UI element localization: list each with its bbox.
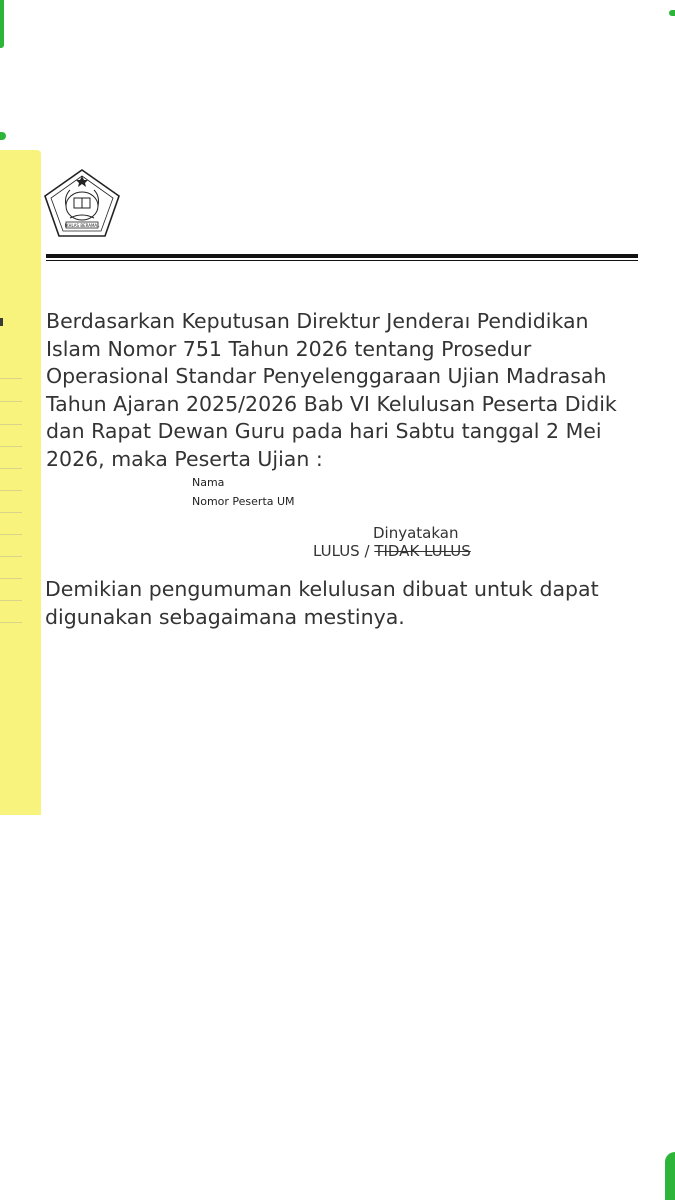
strip-line — [0, 490, 22, 491]
status-line — [313, 542, 471, 560]
yellow-side-strip — [0, 150, 41, 815]
status-pass: LULUS / — [313, 542, 370, 560]
green-corner-top-right — [669, 10, 675, 16]
strip-line — [0, 534, 22, 535]
participant-number-label: Nomor Peserta UM — [192, 495, 295, 508]
strip-line — [0, 401, 22, 402]
strip-line — [0, 512, 22, 513]
strip-line — [0, 468, 22, 469]
green-tab — [0, 132, 6, 140]
header-rule-thin — [46, 260, 638, 261]
svg-text:IKHLAS BERAMAL: IKHLAS BERAMAL — [64, 223, 100, 228]
strip-line — [0, 446, 22, 447]
closing-statement: Demikian pengumuman kelulusan dibuat untuk dapat digunakan sebagaimana mestinya. — [45, 577, 599, 629]
status-fail: TIDAK LULUS — [374, 542, 471, 560]
header-rule — [46, 254, 638, 258]
strip-line — [0, 600, 22, 601]
green-corner-bottom-right — [665, 1152, 675, 1200]
announcement-body: Berdasarkan Keputusan Direktur Jenderaı Pendidikan Islam Nomor 751 Tahun 2026 tentang Prosedur Operasional Standar Penyelenggaraan Ujian Madrasah Tahun Ajaran 2025/2026 Bab VI Kelulusan Peserta Didik dan Rapat Dewan Guru pada hari Sabtu tanggal 2 Mei 2026, maka Peserta Ujian : — [46, 309, 617, 471]
strip-mark — [0, 318, 3, 326]
kemenag-emblem-icon — [42, 166, 122, 240]
green-corner-top-left — [0, 0, 4, 48]
strip-line — [0, 424, 22, 425]
declared-label: Dinyatakan — [373, 524, 459, 542]
strip-line — [0, 622, 22, 623]
strip-line — [0, 556, 22, 557]
strip-line — [0, 578, 22, 579]
name-label: Nama — [192, 476, 225, 489]
strip-line — [0, 378, 22, 379]
